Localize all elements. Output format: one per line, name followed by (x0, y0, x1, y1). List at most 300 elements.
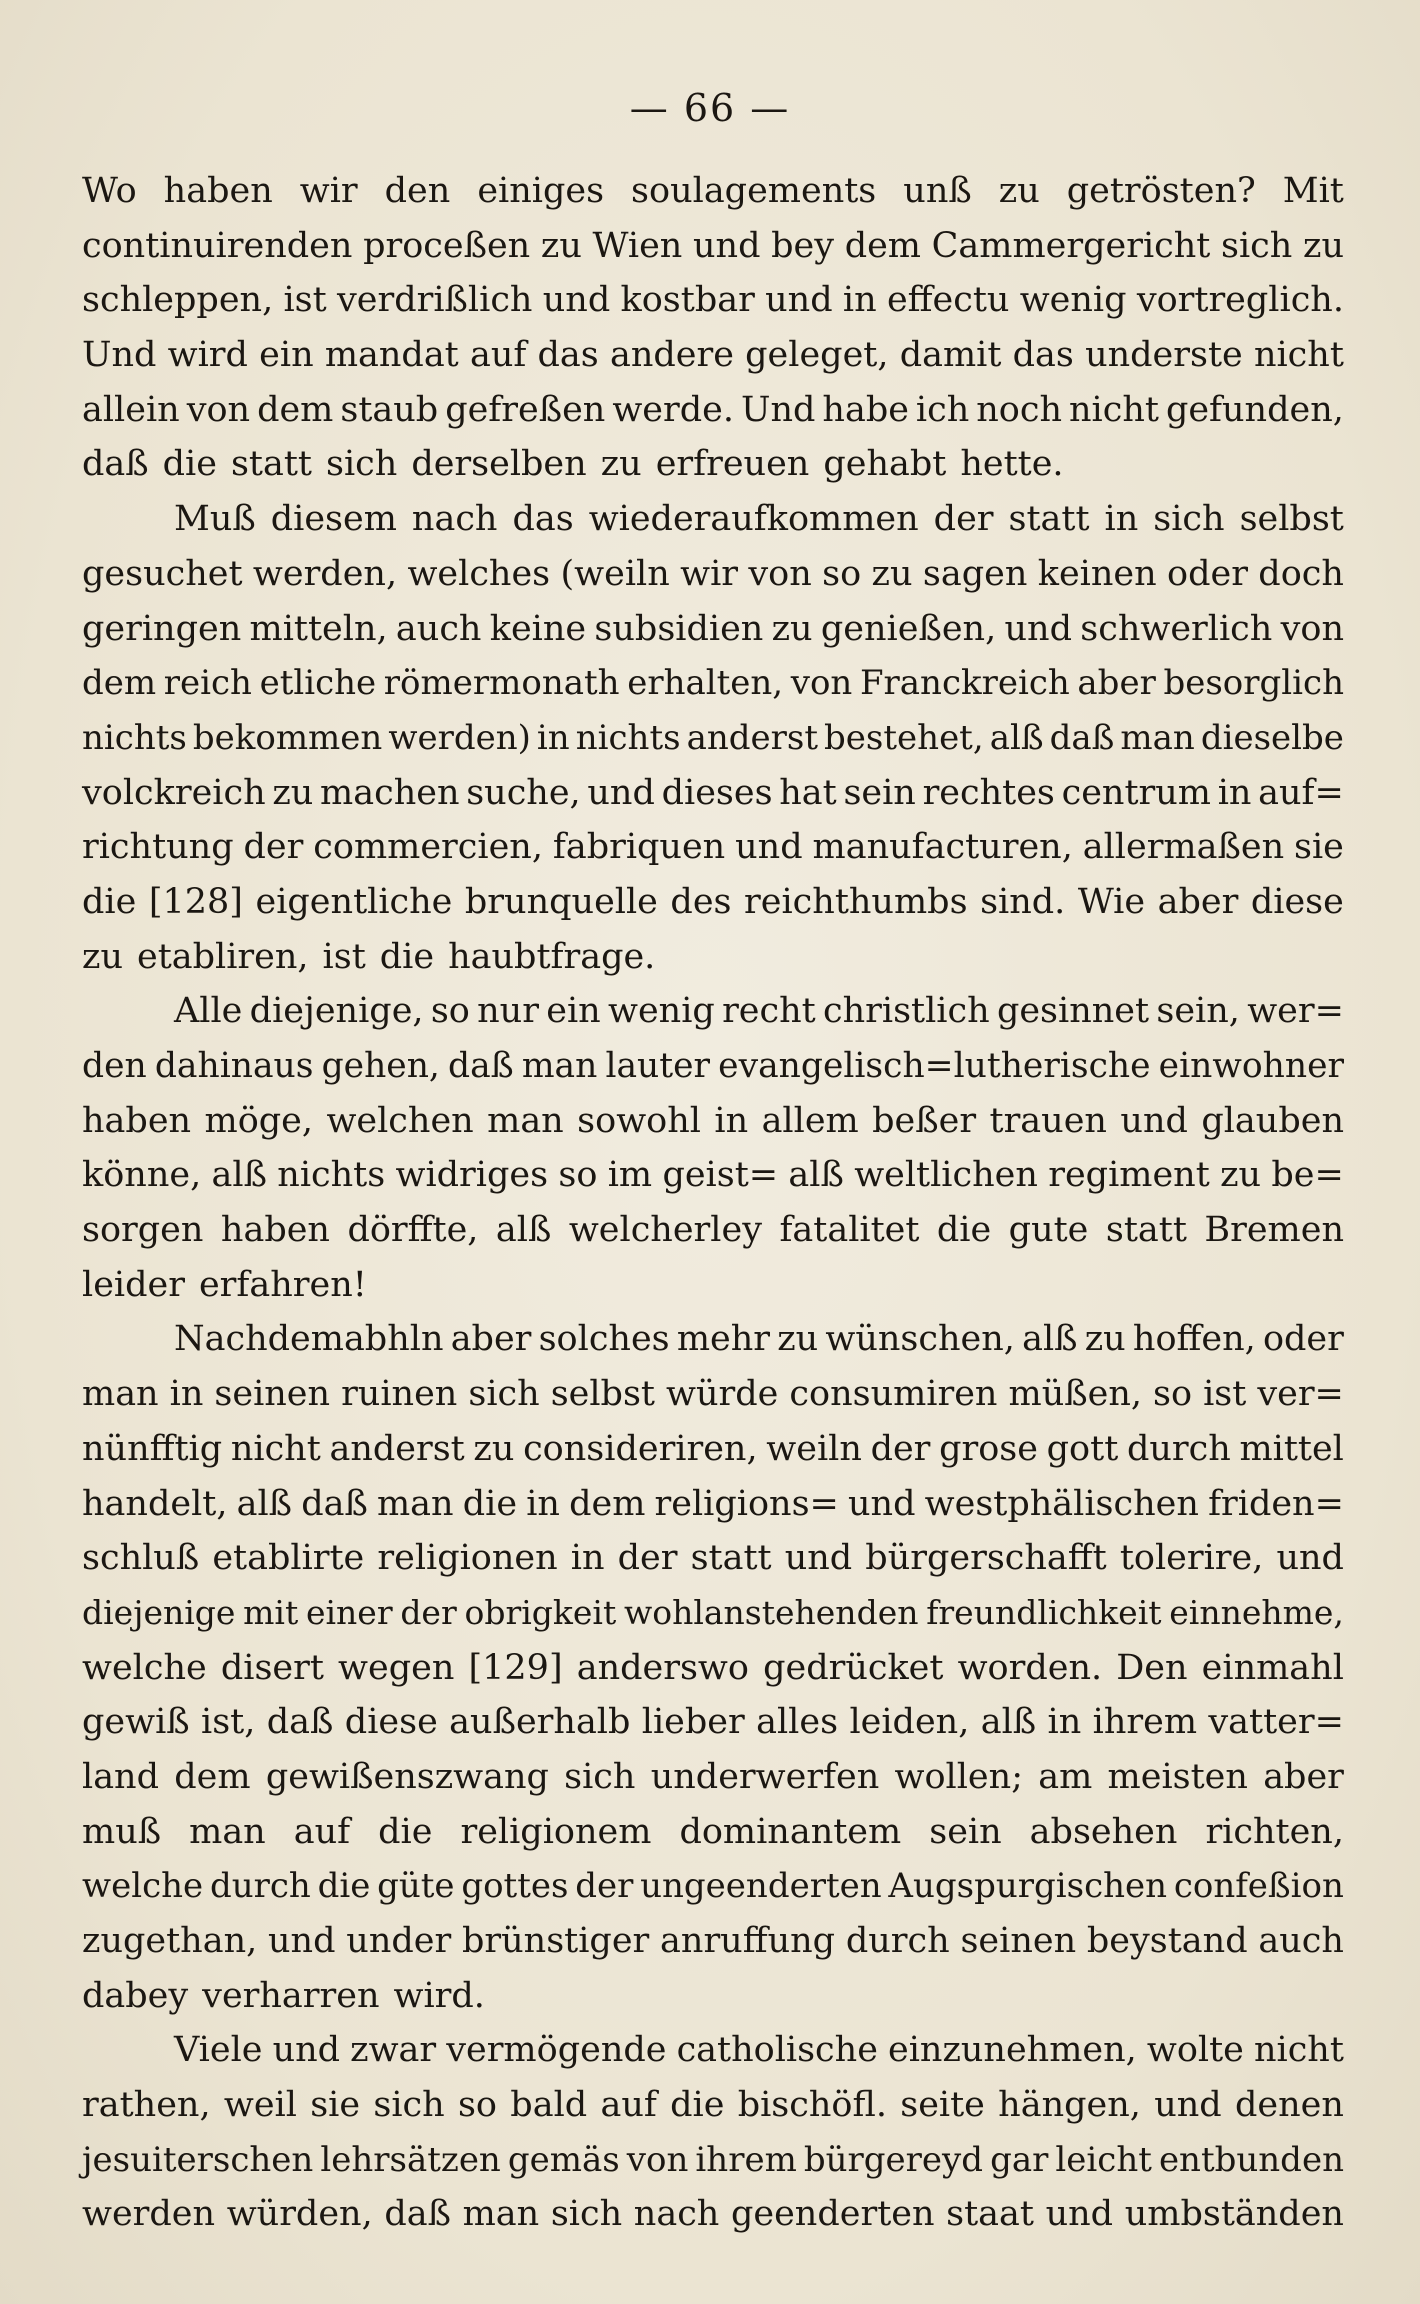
word: verharren (202, 1975, 380, 2016)
text-line (82, 1695, 1344, 1750)
word: eigentliche (255, 881, 453, 922)
word: nicht (1253, 335, 1344, 376)
word: gottes (461, 1866, 569, 1907)
word: auch (1258, 1921, 1344, 1961)
word: Muß (174, 499, 256, 540)
page-number: — 66 — (629, 86, 791, 130)
word: westphälischen (924, 1483, 1199, 1524)
word: einnehme, (1169, 1592, 1344, 1632)
word: einiges (477, 171, 605, 211)
word: in (570, 1538, 605, 1579)
word: man (462, 2194, 540, 2235)
word: freundlichkeit (926, 1592, 1162, 1632)
word: nicht (1069, 389, 1159, 430)
word: sich (564, 1756, 636, 1797)
word: ver= (1257, 1374, 1344, 1415)
word: ein (259, 335, 314, 376)
word: am (1038, 1756, 1093, 1797)
word: nicht (230, 1428, 321, 1469)
word: daß (384, 2194, 451, 2235)
word: von (790, 663, 853, 704)
word: dem (82, 663, 157, 704)
word: oder (1167, 553, 1248, 594)
word: jesuiterschen (82, 2139, 314, 2180)
text-line (82, 1039, 1344, 1094)
word: welches (407, 553, 551, 594)
word: hat (779, 772, 837, 813)
word: confeßion (1173, 1866, 1344, 1907)
word: nach (411, 499, 498, 540)
word: dieselbe (1200, 717, 1344, 758)
word: die (82, 881, 137, 922)
word: man (487, 1100, 564, 1141)
word: schleppen, (82, 280, 274, 321)
word: von (186, 389, 251, 430)
word: der (933, 499, 994, 540)
word: wir (680, 553, 739, 594)
word: so (558, 1155, 598, 1196)
word: das (512, 499, 574, 540)
text-line (82, 820, 1344, 875)
word: und (765, 280, 833, 321)
word: in (169, 1374, 204, 1415)
word: alß (788, 1155, 844, 1196)
word: aber (450, 1319, 532, 1360)
word: haben (220, 1210, 330, 1251)
text-line (82, 1422, 1344, 1477)
word: zwar (350, 2030, 437, 2071)
word: außerhalb (449, 1702, 631, 1743)
word: proceßen (363, 225, 531, 266)
word: ruinen (341, 1374, 458, 1415)
word: bey (771, 225, 835, 266)
word: zugethan, (82, 1921, 258, 1961)
word: ist, (201, 1702, 256, 1743)
word: damit (899, 335, 1002, 376)
word: statt (1105, 1210, 1187, 1251)
text-line (82, 273, 1344, 328)
word: gott (1046, 1428, 1119, 1469)
word: leicht (1055, 2139, 1152, 2180)
word: zu (1084, 1319, 1126, 1360)
word: könne, (82, 1155, 202, 1196)
word: bestehet, (824, 717, 984, 758)
word: zu (998, 171, 1040, 211)
word: Viele (174, 2030, 263, 2071)
word: verdrißlich (337, 280, 533, 321)
word: mehr (676, 1319, 771, 1360)
word: gemäs (507, 2139, 620, 2180)
word: widriges (395, 1155, 549, 1196)
word: die (378, 1811, 433, 1852)
word: und (735, 827, 803, 868)
word: nichts (575, 717, 681, 758)
word: andere (609, 335, 734, 376)
word: welchen (326, 1100, 474, 1141)
word: (weiln (560, 553, 670, 594)
word: gewiß (82, 1702, 190, 1743)
text-line (82, 1859, 1344, 1914)
word: recht (722, 991, 816, 1032)
word: allermaßen (1082, 827, 1285, 868)
word: consumiren (789, 1374, 998, 1415)
word: manufacturen, (812, 827, 1073, 868)
word: rechtes (922, 772, 1055, 813)
word: entbunden (1158, 2139, 1344, 2180)
word: aber (1263, 1756, 1344, 1797)
word: dem (174, 1756, 251, 1797)
word: gedrücket (763, 1647, 944, 1688)
word: so (1153, 1374, 1193, 1415)
word: obrigkeit (464, 1592, 617, 1632)
word: dieses (661, 772, 773, 813)
word: dabey (82, 1975, 189, 2016)
word: unß (903, 171, 972, 211)
text-line (82, 1531, 1344, 1586)
text-line (82, 547, 1344, 602)
word: gute (1008, 1210, 1089, 1251)
word: bekommen (192, 717, 383, 758)
word: wiederaufkommen (588, 499, 919, 540)
word: alß (495, 1210, 552, 1251)
word: und (1276, 1538, 1344, 1579)
word: effectu (886, 280, 1010, 321)
word: leiden, (849, 1702, 970, 1743)
word: sowohl (577, 1100, 701, 1141)
word: dörffte, (347, 1210, 479, 1251)
word: des (670, 881, 732, 922)
word: lauter (605, 1046, 711, 1086)
word: bald (510, 2085, 588, 2126)
word: noch (976, 389, 1063, 430)
word: volckreich (82, 772, 266, 813)
word: wegen (338, 1647, 455, 1688)
word: wenig (607, 991, 715, 1032)
word: underste (1085, 335, 1243, 376)
word: tolerire, (1119, 1538, 1264, 1579)
word: selbst (1239, 499, 1344, 540)
word: in (536, 717, 570, 758)
word: dominantem (679, 1811, 902, 1852)
word: sich (1153, 499, 1225, 540)
word: Augspurgischen (888, 1866, 1168, 1907)
word: ein (546, 991, 601, 1032)
word: güte (377, 1866, 455, 1907)
word: anruffung (660, 1921, 836, 1961)
word: wer= (1247, 991, 1344, 1032)
word: welcherley (568, 1210, 762, 1251)
word: ist (322, 936, 366, 977)
word: sein, (1156, 991, 1240, 1032)
word: würden, (226, 2194, 373, 2235)
text-line (82, 984, 1344, 1039)
word: hängen, (998, 2085, 1141, 2126)
word: anderst (686, 717, 819, 758)
word: auf (293, 1811, 351, 1852)
word: aber (1157, 881, 1239, 922)
word: in (1104, 499, 1139, 540)
word: rathen, (82, 2085, 211, 2126)
text-line (82, 2187, 1344, 2242)
word: Wien (592, 225, 683, 266)
word: lieber (641, 1702, 745, 1743)
word: man (521, 1046, 598, 1086)
word: dem (844, 225, 921, 266)
word: haben (82, 1100, 192, 1141)
word: den (384, 171, 451, 211)
word: im (607, 1155, 653, 1196)
word: gehen, (321, 1046, 440, 1086)
word: nichts (82, 717, 187, 758)
word: dem (257, 389, 334, 430)
text-line (82, 602, 1344, 657)
word: Den (1116, 1647, 1188, 1688)
word: christlich (823, 991, 990, 1032)
word: diese (1250, 881, 1344, 922)
word: friden= (1208, 1483, 1344, 1524)
word: in (1047, 1702, 1082, 1743)
word: diesem (270, 499, 397, 540)
word: in (714, 1100, 749, 1141)
word: alß (1022, 1319, 1078, 1360)
word: und (1120, 1100, 1188, 1141)
word: mandat (324, 335, 459, 376)
word: religions= (654, 1483, 839, 1524)
word: richten, (1205, 1811, 1344, 1852)
word: alß (989, 717, 1044, 758)
word: ihrem (1092, 1702, 1198, 1743)
word: man (82, 1374, 159, 1415)
word: glauben (1201, 1100, 1344, 1141)
word: sich (550, 2194, 623, 2235)
word: sein (929, 1811, 1002, 1852)
word: nünfftig (82, 1428, 223, 1469)
word: und (784, 1538, 853, 1579)
word: und (1154, 2085, 1222, 2126)
word: von (748, 553, 812, 594)
text-line (82, 1641, 1344, 1696)
word: Und (740, 389, 816, 430)
text-line (82, 1477, 1344, 1532)
word: einer (305, 1592, 393, 1632)
word: trauen (989, 1100, 1107, 1141)
word: oder (1262, 1319, 1344, 1360)
text-line (82, 1203, 1344, 1258)
word: von (626, 2139, 689, 2180)
text-line (82, 2023, 1344, 2078)
word: man (189, 1811, 266, 1852)
word: auf= (1258, 772, 1344, 813)
word: soulagements (631, 171, 877, 211)
word: denen (1234, 2085, 1344, 2126)
text-line (82, 1586, 1344, 1641)
word: in (1217, 772, 1252, 813)
text-line (82, 711, 1344, 766)
word: alß (236, 1483, 293, 1524)
word: und (848, 1483, 916, 1524)
word: die (462, 1483, 518, 1524)
word: in (526, 1483, 560, 1524)
word: auf (600, 2085, 657, 2126)
word: dem (569, 1483, 646, 1524)
word: besorglich (1163, 663, 1344, 704)
text-line (82, 1969, 1344, 2024)
word: gesinnet (996, 991, 1150, 1032)
word: ungeenderten (640, 1866, 882, 1907)
word: sind. (980, 881, 1066, 922)
word: erfreuen (655, 444, 810, 485)
word: wird (167, 335, 248, 376)
text-line (82, 328, 1344, 383)
word: richtung (82, 827, 234, 868)
word: der (617, 1538, 678, 1579)
word: centrum (1061, 772, 1211, 813)
word: machen (320, 772, 460, 813)
word: einmahl (1201, 1647, 1344, 1688)
text-line (82, 2133, 1344, 2188)
word: keinen (1037, 553, 1157, 594)
word: handelt, (82, 1483, 228, 1524)
word: etliche (259, 663, 377, 704)
word: Bremen (1204, 1210, 1344, 1251)
word: werden, (252, 553, 398, 594)
word: staat (946, 2194, 1034, 2235)
word: die (162, 444, 217, 485)
word: sie (1294, 827, 1344, 868)
text-line (82, 1258, 1344, 1313)
word: die (317, 1866, 371, 1907)
word: nur (477, 991, 539, 1032)
word: staub (340, 389, 439, 430)
word: muß (82, 1811, 162, 1852)
word: [129] (468, 1647, 563, 1688)
word: etabliren, (136, 936, 309, 977)
word: möge, (204, 1100, 314, 1141)
word: seinen (214, 1374, 331, 1415)
word: zu (771, 608, 813, 649)
word: Und (82, 335, 157, 376)
word: geleget, (745, 335, 889, 376)
word: subsidien (594, 608, 764, 649)
word: leider (82, 1264, 185, 1305)
word: kostbar (620, 280, 755, 321)
word: statt (690, 1538, 772, 1579)
word: statt (230, 444, 312, 485)
word: werden (82, 2194, 216, 2235)
word: grose (939, 1428, 1038, 1469)
word: seite (900, 2085, 985, 2126)
word: allein (82, 389, 180, 430)
word: in (842, 280, 877, 321)
text-line (82, 930, 1344, 985)
word: würde (666, 1374, 779, 1415)
word: weiln (766, 1428, 862, 1469)
word: reichthumbs (744, 881, 968, 922)
word: wolte (1146, 2030, 1244, 2071)
text-line (82, 1805, 1344, 1860)
word: einzunehmen, (888, 2030, 1137, 2071)
word: bürgerschafft (865, 1538, 1107, 1579)
word: sich (1221, 225, 1293, 266)
word: statt (1008, 499, 1090, 540)
word: gehabt (823, 444, 947, 485)
word: anderst (329, 1428, 465, 1469)
word: zu (1220, 1155, 1262, 1196)
word: so (430, 991, 470, 1032)
word: das (1012, 335, 1074, 376)
word: be= (1271, 1155, 1344, 1196)
word: alles (756, 1702, 839, 1743)
word: werde. (612, 389, 734, 430)
word: weil (223, 2085, 297, 2126)
word: man (1120, 717, 1195, 758)
word: bürgereyd (803, 2139, 984, 2180)
word: schluß (82, 1538, 200, 1579)
word: beßer (872, 1100, 977, 1141)
word: allem (761, 1100, 859, 1141)
word: gefunden, (1165, 389, 1344, 430)
word: geringen (82, 608, 242, 649)
word: welche (82, 1866, 204, 1907)
text-line (82, 437, 1344, 492)
word: evangelisch=lutherische (718, 1046, 1151, 1086)
word: zu (600, 444, 642, 485)
text-line (82, 1750, 1344, 1805)
word: beystand (1086, 1921, 1248, 1961)
word: nach (633, 2194, 720, 2235)
word: auch (395, 608, 482, 649)
word: under (346, 1921, 452, 1961)
word: zu (1303, 225, 1344, 266)
word: erfahren! (198, 1264, 367, 1305)
word: regiment (1048, 1155, 1210, 1196)
word: ist (1203, 1374, 1247, 1415)
word: die (936, 1210, 992, 1251)
word: man (376, 1483, 454, 1524)
word: [128] (148, 881, 243, 922)
word: die (379, 936, 435, 977)
word: römermonath (383, 663, 620, 704)
word: meisten (1107, 1756, 1248, 1797)
word: sie (310, 2085, 361, 2126)
word: sich (326, 444, 398, 485)
word: das (537, 335, 599, 376)
word: sagen (922, 553, 1028, 594)
word: daß (82, 444, 149, 485)
word: daß (301, 1483, 368, 1524)
word: müßen, (1008, 1374, 1142, 1415)
word: Wie (1077, 881, 1146, 922)
word: zu (82, 936, 123, 977)
word: underwerfen (650, 1756, 880, 1797)
text-line (82, 219, 1344, 274)
word: und (692, 225, 761, 266)
word: sorgen (82, 1210, 204, 1251)
word: gefreßen (445, 389, 606, 430)
text-line (82, 164, 1344, 219)
word: und (542, 280, 611, 321)
word: wollen; (894, 1756, 1023, 1797)
word: keine (489, 608, 587, 649)
word: sich (468, 1374, 540, 1415)
word: dahinaus (154, 1046, 314, 1086)
word: hoffen, (1132, 1319, 1256, 1360)
word: wenig (1019, 280, 1127, 321)
word: genießen, (820, 608, 997, 649)
word: zu (540, 225, 582, 266)
word: gesuchet (82, 553, 243, 594)
text-line (82, 766, 1344, 821)
